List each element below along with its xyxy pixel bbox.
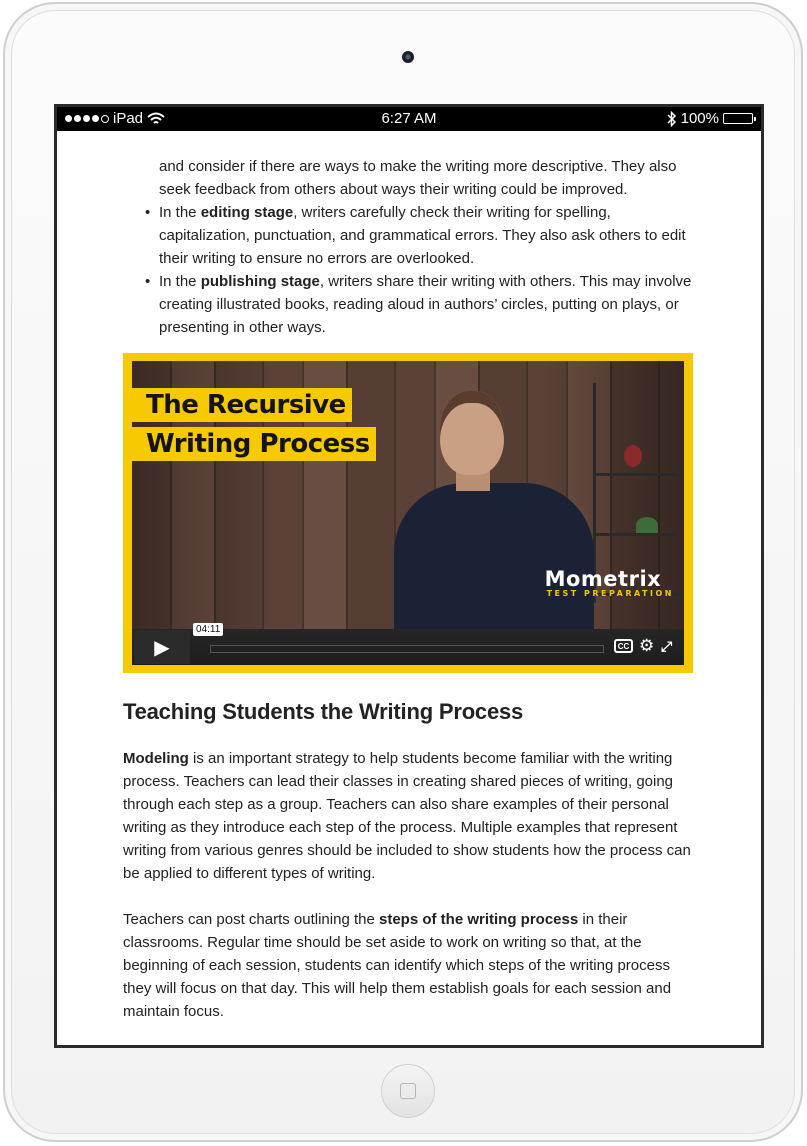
front-camera-icon bbox=[402, 51, 414, 63]
video-controls bbox=[132, 624, 684, 665]
carrier-label: iPad bbox=[113, 110, 144, 127]
presenter-image bbox=[394, 391, 594, 641]
play-icon: ▶ bbox=[154, 636, 170, 659]
play-button[interactable] bbox=[134, 630, 190, 664]
list-item: • In the editing stage, writers carefully check their writing for spelling, capitalization, punctuation, and grammatical errors. They also ask others to edit their writing to ensure no errors are overlooked. bbox=[159, 201, 704, 270]
writing-stages-list bbox=[159, 155, 704, 339]
fullscreen-icon[interactable]: ⤢ bbox=[661, 638, 673, 654]
settings-gear-icon[interactable]: ⚙ bbox=[639, 636, 655, 655]
home-square-icon bbox=[400, 1083, 416, 1099]
status-bar bbox=[57, 107, 761, 131]
list-item-text: and consider if there are ways to make the writing more descriptive. They also seek feedback from others about ways their writing could be improved. bbox=[159, 158, 677, 198]
closed-captions-button[interactable]: CC bbox=[614, 639, 633, 653]
list-item bbox=[159, 155, 704, 201]
bold-term: steps of the writing process bbox=[378, 911, 579, 928]
video-thumbnail[interactable] bbox=[132, 361, 684, 665]
bluetooth-icon bbox=[667, 111, 677, 127]
article bbox=[57, 131, 761, 1045]
battery-percent: 100% bbox=[680, 110, 719, 127]
video-player[interactable] bbox=[123, 353, 693, 673]
home-button[interactable] bbox=[381, 1064, 435, 1118]
screen bbox=[54, 104, 764, 1048]
progress-bar[interactable] bbox=[210, 645, 604, 653]
video-timestamp: 04:11 bbox=[193, 623, 223, 636]
bold-term: editing stage bbox=[200, 204, 294, 221]
ipad-frame bbox=[3, 2, 803, 1142]
clock: 6:27 AM bbox=[381, 110, 437, 127]
video-title-line1: The Recursive bbox=[132, 388, 352, 422]
bold-term: publishing stage bbox=[200, 273, 320, 290]
paragraph-modeling: Modeling is an important strategy to help students become familiar with the writing process. Teachers can lead their classes in creating shared pieces of writing, going through each step as a group. Teachers can also share examples of their personal writing as they introduce each step of the process. Multiple examples that represent writing from various genres should be included to show students how the process can be applied to different types of writing. bbox=[123, 750, 691, 882]
mometrix-logo: Mometrix TEST PREPARATION bbox=[544, 567, 674, 598]
battery-icon bbox=[723, 113, 753, 124]
section-heading: Teaching Students the Writing Process bbox=[123, 699, 524, 724]
video-title-line2: Writing Process bbox=[132, 427, 376, 461]
bold-term: Modeling bbox=[123, 750, 189, 767]
list-item: • In the publishing stage, writers share their writing with others. This may involve creating illustrated books, reading aloud in authors’ circles, putting on plays, or presenting in other ways. bbox=[159, 270, 704, 339]
paragraph-charts: Teachers can post charts outlining the steps of the writing process in their classrooms. Regular time should be set aside to work on writing so that, at the beginning of each session, students can identify which steps of the writing process they will focus on that day. This will help them establish goals for each session and maintain focus. bbox=[123, 911, 672, 1020]
